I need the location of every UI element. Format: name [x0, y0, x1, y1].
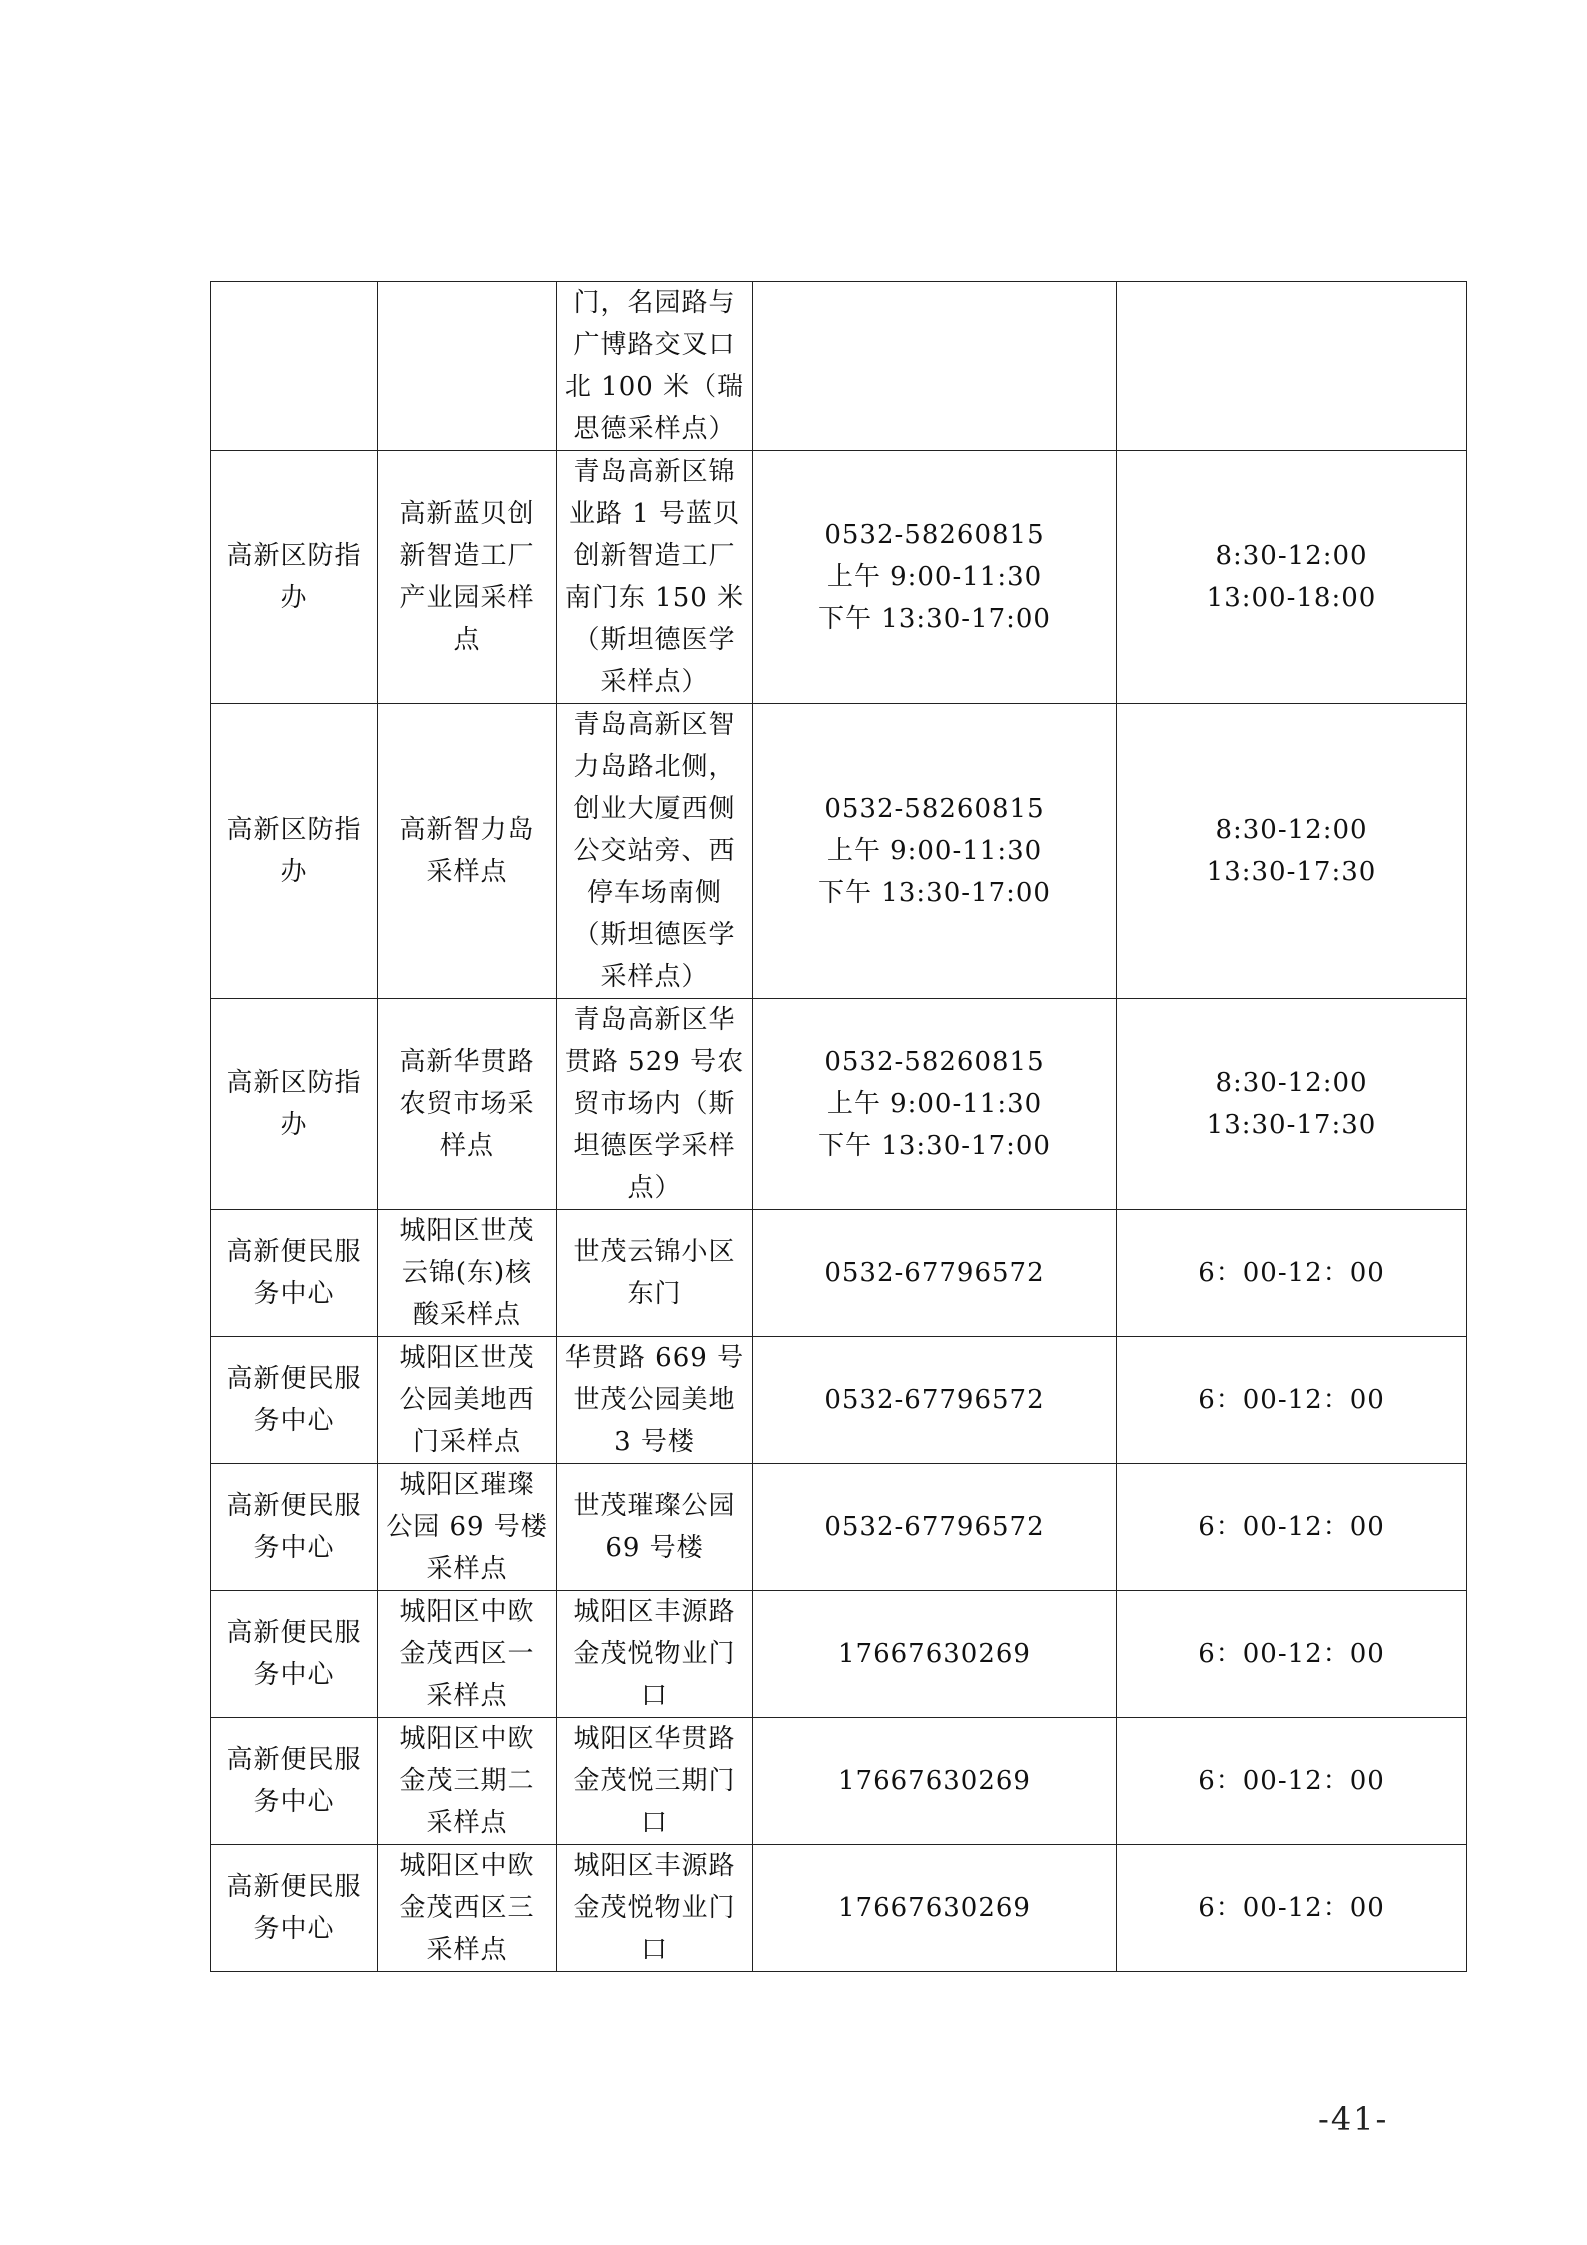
- address-text-line: 金茂悦三期门: [573, 1766, 736, 1796]
- address-text-line: 创新智造工厂: [573, 541, 736, 571]
- address-cell: [557, 1337, 753, 1464]
- address-text-line: 采样点）: [600, 667, 709, 697]
- contact-text-line: 上午 9:00-11:30: [826, 1089, 1043, 1119]
- contact-text-line: 17667630269: [838, 1766, 1031, 1796]
- hours-cell: [1117, 704, 1467, 999]
- address-cell: [557, 999, 753, 1210]
- address-text-line: 力岛路北侧，: [573, 752, 736, 782]
- hours-text-line: 13:30-17:30: [1206, 1110, 1377, 1140]
- site-text-line: 金茂西区三: [399, 1893, 535, 1923]
- site-text-line: 城阳区中欧: [399, 1724, 535, 1754]
- table-body: [211, 282, 1467, 1972]
- address-text-line: 南门东 150 米: [564, 583, 745, 613]
- unit-text-line: 高新便民服: [226, 1618, 362, 1648]
- contact-text-line: 0532-67796572: [824, 1385, 1045, 1415]
- unit-cell: [211, 1718, 378, 1845]
- address-cell: [557, 1591, 753, 1718]
- address-cell: [557, 704, 753, 999]
- site-text-line: 公园美地西: [399, 1385, 535, 1415]
- address-text-line: 采样点）: [600, 962, 709, 992]
- address-text-line: 北 100 米（瑞: [564, 372, 745, 402]
- contact-text-line: 17667630269: [838, 1639, 1031, 1669]
- site-text-line: 产业园采样: [399, 583, 535, 613]
- unit-cell: [211, 704, 378, 999]
- site-cell: [378, 451, 557, 704]
- site-text-line: 高新智力岛: [399, 815, 535, 845]
- address-text-line: 坦德医学采样: [573, 1131, 736, 1161]
- contact-text-line: 0532-67796572: [824, 1512, 1045, 1542]
- unit-text-line: 务中心: [253, 1279, 335, 1309]
- site-text-line: 高新华贯路: [399, 1047, 535, 1077]
- site-text-line: 农贸市场采: [399, 1089, 535, 1119]
- unit-text-line: 高新便民服: [226, 1745, 362, 1775]
- contact-cell: [753, 1718, 1117, 1845]
- page-number: -41-: [1318, 2100, 1389, 2138]
- hours-text-line: 6：00-12：00: [1198, 1766, 1385, 1796]
- unit-cell: [211, 1337, 378, 1464]
- site-text-line: 采样点: [426, 1681, 508, 1711]
- address-text-line: 世茂璀璨公园: [573, 1491, 736, 1521]
- unit-cell: [211, 451, 378, 704]
- address-text-line: 停车场南侧: [586, 878, 722, 908]
- contact-cell: [753, 282, 1117, 451]
- address-cell: [557, 1718, 753, 1845]
- contact-text-line: 0532-58260815: [824, 520, 1045, 550]
- address-text-line: 贯路 529 号农: [564, 1047, 745, 1077]
- site-text-line: 新智造工厂: [399, 541, 535, 571]
- site-text-line: 城阳区世茂: [399, 1216, 535, 1246]
- hours-text-line: 8:30-12:00: [1215, 1068, 1368, 1098]
- site-cell: [378, 1591, 557, 1718]
- contact-text-line: 0532-67796572: [824, 1258, 1045, 1288]
- address-text-line: 青岛高新区华: [573, 1005, 736, 1035]
- address-text-line: 金茂悦物业门: [573, 1639, 736, 1669]
- address-text-line: 口: [640, 1935, 668, 1965]
- unit-text-line: 高新区防指: [226, 541, 362, 571]
- table-row: [211, 1845, 1467, 1972]
- contact-text-line: 上午 9:00-11:30: [826, 562, 1043, 592]
- unit-cell: [211, 1591, 378, 1718]
- unit-text-line: 办: [280, 583, 308, 613]
- table-row: [211, 282, 1467, 451]
- contact-text-line: 17667630269: [838, 1893, 1031, 1923]
- unit-text-line: 高新区防指: [226, 815, 362, 845]
- hours-cell: [1117, 1210, 1467, 1337]
- table-row: [211, 1718, 1467, 1845]
- unit-text-line: 高新便民服: [226, 1364, 362, 1394]
- hours-cell: [1117, 1337, 1467, 1464]
- address-text-line: 口: [640, 1808, 668, 1838]
- site-cell: [378, 1845, 557, 1972]
- address-text-line: 贸市场内（斯: [573, 1089, 736, 1119]
- site-cell: [378, 1718, 557, 1845]
- hours-cell: [1117, 1845, 1467, 1972]
- unit-text-line: 高新区防指: [226, 1068, 362, 1098]
- address-text-line: 门，名园路与: [573, 288, 736, 318]
- site-text-line: 门采样点: [412, 1427, 521, 1457]
- table-row: [211, 1337, 1467, 1464]
- address-text-line: （斯坦德医学: [573, 625, 736, 655]
- unit-text-line: 高新便民服: [226, 1491, 362, 1521]
- site-text-line: 采样点: [426, 1935, 508, 1965]
- hours-text-line: 13:30-17:30: [1206, 857, 1377, 887]
- hours-text-line: 13:00-18:00: [1206, 583, 1377, 613]
- address-text-line: 世茂云锦小区: [573, 1237, 736, 1267]
- site-text-line: 采样点: [426, 1808, 508, 1838]
- address-text-line: 公交站旁、西: [573, 836, 736, 866]
- site-text-line: 采样点: [426, 857, 508, 887]
- address-text-line: 3 号楼: [614, 1427, 695, 1457]
- contact-cell: [753, 1845, 1117, 1972]
- address-text-line: 创业大厦西侧: [573, 794, 736, 824]
- unit-text-line: 务中心: [253, 1787, 335, 1817]
- unit-text-line: 办: [280, 1110, 308, 1140]
- site-text-line: 城阳区中欧: [399, 1851, 535, 1881]
- address-text-line: 69 号楼: [605, 1533, 704, 1563]
- address-text-line: 城阳区丰源路: [573, 1851, 736, 1881]
- address-cell: [557, 451, 753, 704]
- address-text-line: 思德采样点）: [573, 414, 736, 444]
- contact-text-line: 0532-58260815: [824, 1047, 1045, 1077]
- site-text-line: 云锦(东)核: [401, 1258, 533, 1288]
- table-row: [211, 1210, 1467, 1337]
- site-cell: [378, 999, 557, 1210]
- address-text-line: 广博路交叉口: [573, 330, 736, 360]
- contact-cell: [753, 1210, 1117, 1337]
- unit-cell: [211, 282, 378, 451]
- address-text-line: 业路 1 号蓝贝: [568, 499, 741, 529]
- unit-text-line: 务中心: [253, 1406, 335, 1436]
- unit-cell: [211, 1845, 378, 1972]
- site-text-line: 城阳区世茂: [399, 1343, 535, 1373]
- site-text-line: 样点: [439, 1131, 494, 1161]
- hours-cell: [1117, 451, 1467, 704]
- hours-cell: [1117, 999, 1467, 1210]
- site-text-line: 金茂西区一: [399, 1639, 535, 1669]
- address-text-line: 城阳区华贯路: [573, 1724, 736, 1754]
- site-text-line: 城阳区璀璨: [399, 1470, 535, 1500]
- site-cell: [378, 1464, 557, 1591]
- table-row: [211, 1464, 1467, 1591]
- contact-text-line: 下午 13:30-17:00: [818, 1131, 1051, 1161]
- address-cell: [557, 1845, 753, 1972]
- address-text-line: 城阳区丰源路: [573, 1597, 736, 1627]
- hours-text-line: 6：00-12：00: [1198, 1385, 1385, 1415]
- site-text-line: 采样点: [426, 1554, 508, 1584]
- contact-cell: [753, 1591, 1117, 1718]
- hours-cell: [1117, 1464, 1467, 1591]
- site-cell: [378, 282, 557, 451]
- sampling-sites-table: [210, 281, 1467, 1972]
- unit-cell: [211, 1210, 378, 1337]
- unit-cell: [211, 999, 378, 1210]
- unit-cell: [211, 1464, 378, 1591]
- site-text-line: 金茂三期二: [399, 1766, 535, 1796]
- hours-text-line: 8:30-12:00: [1215, 541, 1368, 571]
- site-cell: [378, 704, 557, 999]
- site-text-line: 点: [453, 625, 481, 655]
- contact-cell: [753, 704, 1117, 999]
- contact-text-line: 下午 13:30-17:00: [818, 604, 1051, 634]
- contact-cell: [753, 451, 1117, 704]
- table-row: [211, 999, 1467, 1210]
- hours-text-line: 6：00-12：00: [1198, 1893, 1385, 1923]
- address-text-line: 点）: [627, 1173, 682, 1203]
- address-text-line: 青岛高新区智: [573, 710, 736, 740]
- unit-text-line: 高新便民服: [226, 1872, 362, 1902]
- hours-cell: [1117, 1591, 1467, 1718]
- unit-text-line: 务中心: [253, 1660, 335, 1690]
- site-cell: [378, 1337, 557, 1464]
- unit-text-line: 办: [280, 857, 308, 887]
- table-row: [211, 1591, 1467, 1718]
- address-text-line: 华贯路 669 号: [564, 1343, 745, 1373]
- site-cell: [378, 1210, 557, 1337]
- address-cell: [557, 1464, 753, 1591]
- site-text-line: 公园 69 号楼: [386, 1512, 548, 1542]
- hours-text-line: 8:30-12:00: [1215, 815, 1368, 845]
- address-text-line: 青岛高新区锦: [573, 457, 736, 487]
- unit-text-line: 务中心: [253, 1533, 335, 1563]
- hours-text-line: 6：00-12：00: [1198, 1258, 1385, 1288]
- contact-text-line: 上午 9:00-11:30: [826, 836, 1043, 866]
- hours-text-line: 6：00-12：00: [1198, 1512, 1385, 1542]
- contact-cell: [753, 1464, 1117, 1591]
- contact-cell: [753, 999, 1117, 1210]
- address-text-line: 东门: [627, 1279, 682, 1309]
- table-row: [211, 451, 1467, 704]
- contact-text-line: 下午 13:30-17:00: [818, 878, 1051, 908]
- address-text-line: 世茂公园美地: [573, 1385, 736, 1415]
- hours-cell: [1117, 1718, 1467, 1845]
- address-text-line: 口: [640, 1681, 668, 1711]
- unit-text-line: 务中心: [253, 1914, 335, 1944]
- unit-text-line: 高新便民服: [226, 1237, 362, 1267]
- hours-cell: [1117, 282, 1467, 451]
- address-cell: [557, 1210, 753, 1337]
- contact-text-line: 0532-58260815: [824, 794, 1045, 824]
- table-row: [211, 704, 1467, 999]
- hours-text-line: 6：00-12：00: [1198, 1639, 1385, 1669]
- site-text-line: 酸采样点: [412, 1300, 521, 1330]
- contact-cell: [753, 1337, 1117, 1464]
- address-text-line: 金茂悦物业门: [573, 1893, 736, 1923]
- site-text-line: 高新蓝贝创: [399, 499, 535, 529]
- address-text-line: （斯坦德医学: [573, 920, 736, 950]
- address-cell: [557, 282, 753, 451]
- site-text-line: 城阳区中欧: [399, 1597, 535, 1627]
